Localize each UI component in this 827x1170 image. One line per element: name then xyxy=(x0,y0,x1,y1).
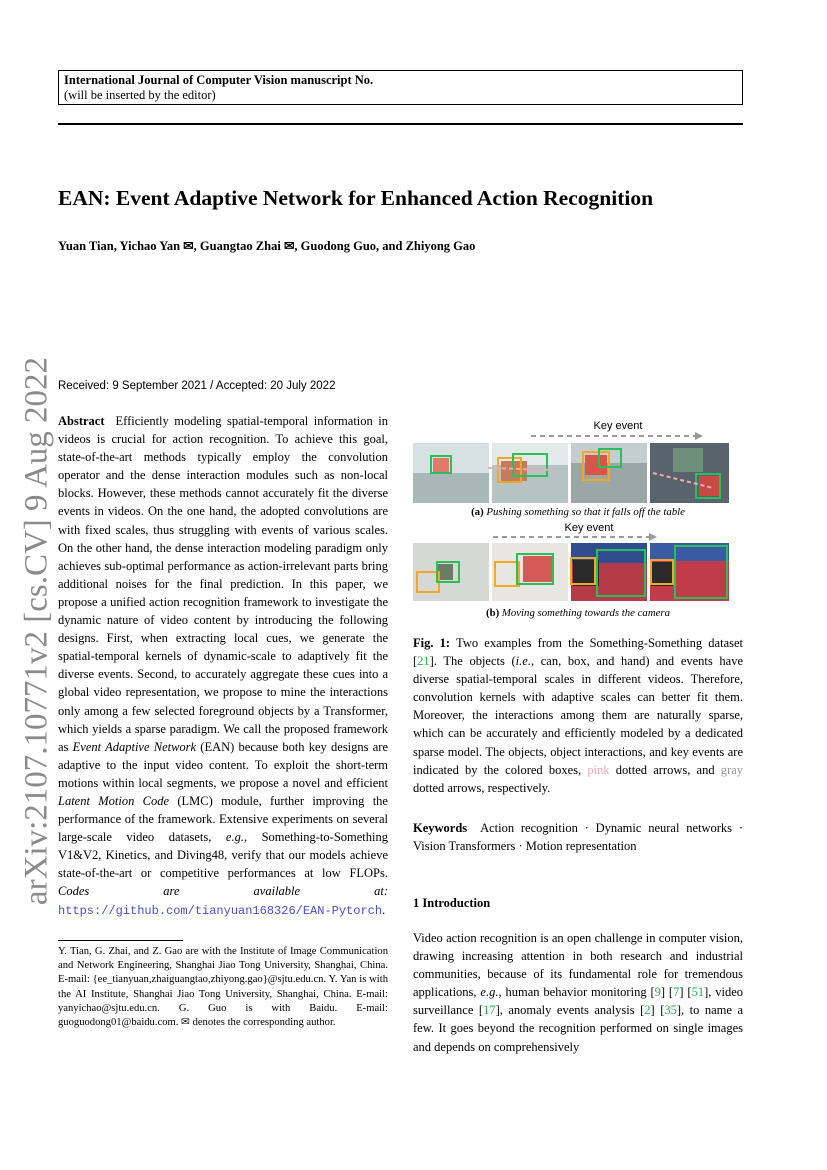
frame-a2 xyxy=(488,443,568,503)
received-dates: Received: 9 September 2021 / Accepted: 20 July 2022 xyxy=(58,380,336,392)
frame-a3 xyxy=(571,443,647,503)
abstract-ean: Event Adaptive Network xyxy=(72,739,197,754)
citation-9[interactable]: 9 xyxy=(654,985,661,1000)
keywords-label: Keywords xyxy=(413,821,468,835)
section-heading-introduction: 1 Introduction xyxy=(413,896,491,910)
intro-eg: e.g. xyxy=(480,985,499,1000)
frame-a1 xyxy=(413,443,489,503)
intro-text: ] [ xyxy=(679,985,692,1000)
citation-51[interactable]: 51 xyxy=(691,985,705,1000)
figure-caption-text: dotted arrows, and xyxy=(609,762,721,777)
intro-text: Video action recognition is an open challenge in computer vision, drawing increasing attention in both research and industrial communities, because of its fundamental role for tremendous applications, xyxy=(413,931,743,1000)
author-list: Yuan Tian, Yichao Yan ✉, Guangtao Zhai ✉, Guodong Guo, and Zhiyong Gao xyxy=(58,239,476,253)
figure-caption xyxy=(413,634,743,797)
abstract-text-4: , Something-to-Something V1&V2, Kinetics, and Diving48, verify that our models achieve state-of-the-art or competitive performances at low FLOPs. xyxy=(58,830,388,881)
abstract-text-3: (LMC) module, further improving the performance of the framework. Extensive experiments on several large-scale video datasets, xyxy=(58,793,388,845)
frame-a4 xyxy=(650,443,729,503)
code-url-link[interactable]: https://github.com/tianyuan168326/EAN-Pytorch xyxy=(58,903,383,918)
editor-line: (will be inserted by the editor) xyxy=(64,88,216,102)
key-event-arrowhead-b xyxy=(649,533,657,541)
citation-35[interactable]: 35 xyxy=(664,1003,677,1018)
subcaption-a-label: (a) xyxy=(471,506,484,518)
journal-line: International Journal of Computer Vision manuscript No. xyxy=(64,73,374,87)
intro-paragraph xyxy=(413,929,743,1056)
figure-b xyxy=(413,522,729,604)
abstract-eg: e.g. xyxy=(225,830,244,845)
figure-caption-ie: i.e. xyxy=(515,654,531,669)
figure-a-graphic xyxy=(413,418,729,504)
figure-caption-text: dotted arrows, respectively. xyxy=(413,780,551,795)
frame-b3 xyxy=(571,543,647,601)
keywords xyxy=(413,819,743,855)
abstract-text: Efficiently modeling spatial-temporal information in videos is crucial for action recognition. To achieve this goal, state-of-the-art methods typically employ the convolution operator and the dense interaction modules such as non-local blocks. However, these methods cannot accurately fit the diverse events in videos. On the one hand, the adopted convolutions are with fixed scales, thus struggling with events of various scales. On the other hand, the dense interaction modeling paradigm only achieves sub-optimal performance as action-irrelevant parts bring additional noises for the final prediction. In this paper, we propose a unified action recognition framework to investigate the dynamic nature of video content by introducing the following designs. First, when extracting local cues, we generate the spatial-temporal kernels of dynamic-scale to adaptively fit the diverse events. Second, to accurately aggregate these cues into a global video representation, we propose to mine the interactions only among a few selected foreground objects by a Transformer, which yields a sparse paradigm. We call the proposed framework as xyxy=(58,414,388,754)
intro-text: ], video surveillance [ xyxy=(413,985,744,1018)
figure-caption-text: Two examples from the Something-Something dataset [ xyxy=(413,636,743,669)
citation-17[interactable]: 17 xyxy=(483,1003,496,1018)
key-event-label-b: Key event xyxy=(564,522,614,534)
key-event-label-a: Key event xyxy=(593,420,643,432)
subcaption-b-label: (b) xyxy=(485,607,500,619)
citation-2[interactable]: 2 xyxy=(644,1003,651,1018)
arxiv-id: arXiv:2107.10771v2 [cs.CV] 9 Aug 2022 xyxy=(18,356,55,906)
intro-text: ], to name a few. It goes beyond the recognition performed on single images and depends on comprehensively xyxy=(413,1003,743,1054)
frame-b2 xyxy=(492,543,568,601)
intro-text: , human behavior monitoring [ xyxy=(498,985,655,1000)
frame-b4 xyxy=(650,543,729,601)
paper-title: EAN: Event Adaptive Network for Enhanced Action Recognition xyxy=(58,186,654,210)
subcaption-b-text: Moving something towards the camera xyxy=(501,607,671,619)
key-event-arrowhead-a xyxy=(695,432,703,440)
intro-text: ] [ xyxy=(650,1003,665,1018)
journal-header-box xyxy=(58,70,743,105)
arxiv-stamp xyxy=(12,356,62,906)
intro-text: ] [ xyxy=(660,985,674,1000)
footnote-rule xyxy=(58,940,183,941)
affiliation-footnote: Y. Tian, G. Zhai, and Z. Gao are with the Institute of Image Communication and Network Engineering, Shanghai Jiao Tong University, Shanghai, China. E-mail: {ee_tianyuan,zhaiguangtao,zhiyong.gao}@sjtu.edu.cn. Y. Yan is with the AI Institute, Shanghai Jiao Tong University, Shanghai, China. E-mail: yanyichao@sjtu.edu.cn. G. Guo is with Baidu. E-mail: guoguodong01@baidu.com. ✉ denotes the corresponding author. xyxy=(58,946,388,1029)
figure-caption-text: , can, box, and hand) and events have diverse spatial-temporal scales in different videos. Therefore, convolution kernels with adaptive scales can better fit them. Moreover, the interactions among them are naturally sparse, which can be accurately and efficiently modeled by a dedicated sparse model. The objects, object interactions, and key events are indicated by the colored boxes, xyxy=(413,654,743,777)
figure-caption-label: Fig. 1: xyxy=(413,636,451,650)
gray-word: gray xyxy=(720,762,743,777)
keywords-text: Action recognition · Dynamic neural networks · Vision Transformers · Motion representation xyxy=(413,821,743,854)
frame-b1 xyxy=(413,543,489,601)
abstract-end: . xyxy=(382,902,386,917)
figure-b-graphic xyxy=(413,522,729,604)
abstract-label: Abstract xyxy=(58,414,105,428)
abstract-lmc: Latent Motion Code xyxy=(58,793,170,808)
figure-a xyxy=(413,418,729,504)
abstract-codes: Codes are available at: xyxy=(58,884,388,899)
figure-caption-text: ]. The objects ( xyxy=(429,654,516,669)
subcaption-a-text: Pushing something so that it falls off the table xyxy=(486,506,685,518)
header-rule xyxy=(58,123,743,125)
subcaption-a xyxy=(413,506,743,518)
abstract xyxy=(58,412,388,920)
pink-word: pink xyxy=(587,762,610,777)
citation-21[interactable]: 21 xyxy=(417,654,430,669)
intro-text: ], anomaly events analysis [ xyxy=(495,1003,645,1018)
abstract-text-2: (EAN) because both key designs are adaptive to the input video content. To exploit the short-term motions within local segments, we propose a novel and efficient xyxy=(58,739,388,790)
subcaption-b xyxy=(413,607,743,619)
citation-7[interactable]: 7 xyxy=(673,985,680,1000)
